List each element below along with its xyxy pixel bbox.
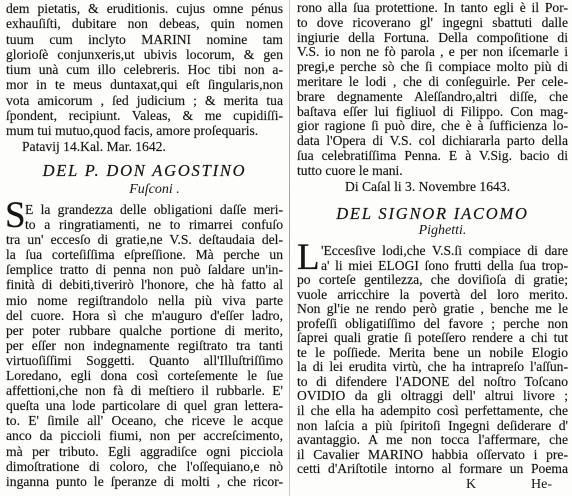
text-line: del cuore. Hora sì che m'auguro d'eſſer ladro, (6, 307, 283, 323)
text-line: tutto cuore le mani. (297, 162, 403, 178)
text-line: ſemplice tratto di penna non può ſaldare un'in- (6, 262, 283, 278)
letter-heading: DEL SIGNOR IACOMO (336, 204, 529, 223)
text-line: avantaggio. A me non tocca l'affermare, che (297, 432, 568, 448)
text-line: ſaprei quali gratie ſi poteſſero rendere a chi tut (297, 330, 568, 346)
gutter-line (289, 0, 290, 496)
text-line: data l'Opera di V.S. col dichiararla parto della (297, 133, 568, 149)
text-line: inganna punto le ſperanze di molti , che ricor- (6, 473, 283, 489)
text-line: ingiurie della Fortuna. Della compoſitione di (297, 29, 568, 45)
text-line: Loredano, egli dona così corteſemente le ſue (6, 368, 283, 384)
dateline: Patavij 14.Kal. Mar. 1642. (22, 138, 166, 154)
text-line: 'Eccesſive lodi,che V.S.ſi compiace di dare (321, 243, 568, 258)
text-line: to di difendere l'ADONE del noſtro Toſcano (297, 373, 568, 389)
text-line: to a ringratiamenti, ne to rimarrei confuſo (25, 217, 283, 233)
text-line: meritare le lodi , che di conſeguirle. Per cele- (297, 73, 568, 89)
text-line: gior ragione ſi può dire, che è à ſufficienza lo- (297, 118, 568, 134)
text-line: vota amicorum , ſed judicium ; & merita tua (6, 92, 283, 108)
text-line: E la grandezza delle obligationi daſſe meri- (25, 202, 283, 217)
left-continuation-text (6, 1, 283, 154)
text-line: tuum cum inclyto MARINI nomine tam (6, 31, 283, 47)
text-line: non laſcia a più ſpiritoſi Ingegni deſiderare d' (297, 417, 568, 433)
text-line: mum tui mutuo,quod facis, amore proſequaris. (6, 123, 259, 139)
text-line: Non gl'ie ne rendo però gratie , benche me le (297, 301, 568, 317)
text-line: ſua celebratiſſima Penna. E à V.Sig. bacio di (297, 147, 568, 163)
dateline-text: Di Caſal li 3. Novembre 1643. (345, 179, 510, 194)
text-line: to dove ricoverano gl' ingegni sbattuti dalle (297, 14, 568, 30)
letter-body (5, 195, 283, 489)
text-line: glorioſè conjunxeris,ut ubivis locorum, & gen (6, 46, 283, 62)
text-line: queſta una lode particolare di quel gran lettera- (6, 398, 283, 414)
text-line: per eſſer non indegnamente regiſtrato tra tanti (6, 337, 283, 353)
text-line: dimoſtratione di coloro, che l'oſſequiano,e nò (6, 458, 283, 474)
text-line: rono alla ſua protettione. In tanto egli è il Por- (297, 0, 568, 15)
drop-cap: S (5, 195, 26, 236)
text-line: affettioni,che non fà di meſtiero il rubbarle. E' (6, 383, 283, 399)
letter-heading: DEL P. DON AGOSTINO (42, 161, 247, 180)
text-line: mor in te meus duntaxat,qui eſt ſingularis,non (6, 77, 283, 93)
text-line: la ſua corteſiſſima eſpreſſione. Mà perche un (6, 247, 283, 263)
text-line: per poter rubbare qualche portione di merito, (6, 322, 283, 338)
text-line: il che ella ha adempito così perfettamente, che (297, 403, 568, 419)
text-line: finità di debiti,tiverirò l'honore, che hà fatto al (6, 277, 283, 293)
text-line: to. E' ſimile all' Oceano, che riceve le acque (6, 413, 283, 429)
right-continuation-text (297, 1, 568, 179)
text-line: la di lei erudita virtù, che ha intrapreſo l'aſſun- (297, 359, 568, 375)
text-line: V.S. io non ne fò parola , e per non iſcemarle i (297, 44, 568, 60)
text-line: profeſſi obligatiſſimo del favore ; perche non (297, 315, 568, 331)
dateline (345, 179, 545, 194)
drop-cap: L (297, 237, 320, 278)
text-line: a' li miei ELOGI ſono frutti della ſua trop- (321, 257, 568, 273)
text-line: mà per tributo. Egli aggradiſce ogni picciola (6, 443, 283, 459)
text-line: po corteſe gentilezza, che doviſioſa di gratie; (297, 272, 568, 288)
letter-author-name: Fuſconi . (129, 182, 180, 197)
text-line: exhauſiſti, dubitare non debeas, quin nomen (6, 16, 283, 32)
text-line: virtuoſiſſimi Soggetti. Quanto all'Illuſtriſſimo (6, 352, 283, 368)
text-line: tra un' eccesſo di gratie,ne V.S. deſtaudaia del- (6, 232, 283, 248)
text-line: OVIDIO da gli oltraggi dell' altrui livore ; (297, 388, 568, 404)
text-line: baſtava eſſer lui figliuol di Filippo. Con mag- (297, 103, 568, 119)
text-line: tium unà cum illo celebreris. Hoc tibi non a- (6, 62, 283, 78)
text-line: te le poſſiede. Merita bene un nobile Elogio (297, 344, 568, 360)
text-line: pregi,e perche sò che ſi compiace molto più di (297, 59, 568, 75)
letter-body (297, 237, 568, 477)
text-line: anco da piccioli fiumi, non per accreſcimento, (6, 428, 283, 444)
text-line: vuole arricchire la povertà del loro merito. (297, 286, 568, 302)
catchword: He- (531, 477, 552, 492)
text-line: brare degnamente Aleſſandro,altri diſſe, che (297, 88, 568, 104)
text-line: mio nome regiſtrandolo nella più viva parte (6, 292, 283, 308)
signature-mark: K (466, 477, 477, 492)
text-line: dem pietatis, & eruditionis. cujus omne pénus (6, 1, 283, 16)
text-line: cetti d'Ariſtotile intorno al formare un Poema (297, 461, 568, 477)
text-line: il Cavalier MARINO habbia oſſervato i pre- (297, 446, 568, 462)
text-line: ſpondent, recipiunt. Valeas, & me cupidiſſi- (6, 108, 283, 124)
letter-author-name: Pighetti. (418, 223, 467, 238)
